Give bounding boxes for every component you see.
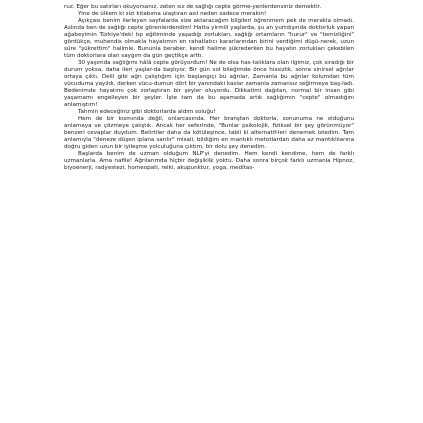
text-column: [64, 4, 354, 420]
paragraph: Tahmin edeceğiniz gibi doktorlarda aldım soluğu!: [78, 109, 216, 115]
paragraph: 30 yaşımda sağlığımı hâlâ cepte görüyordum! Ne de olsa has-talıklara olan ilgimiz, çok sıradığı bir durum yoksa, daha ileri yaşlar-da başlıyor. Bir gün sol bileğimde önce hissizlik, sonra sinirsel ağrılar ortaya çıktı. Delil gibi ağrı çalıştığım için başlangıçı bu ağrılar, Zamanla bu ağrılar kolumdan tüm vücuduma yayıldı, derken vücu-dumun dört bir yanındaki kaslar zamanla zamansız seğirmeye baş-ladı. Bedenimde hayatımı çok zorlaştıran bir şeyler oluyordu. Dikkatimi dağıtan, normal bir insan gibi yaşamamı engelleyen bir şeyler. İşte tam da bu aşamada artık sağlığımın "cepte" olmadığını anlamıştım!: [64, 60, 354, 108]
paragraph: Yine de ülkem ki sizi kitabıma ulaştıran asıl neden sadece merakın!: [78, 11, 267, 17]
paragraph: Hem de bir kısmında değil, onlarcasında. Her branştan doktorla, sonunuma ne olduğunu anlamaya ve çözmeye çalıştık. Ancak her seferinde, "Bunlar psikolojik, fiziksel bir şey görünmüyor" benzeri cevaplar duydum. Belirtiler daha da kötüleşince, tabii ki alternatif-leri denemek istedim. Tam anlamıyla "deneze düşen iplana sarılır" misali, bildiğim en mantıklı metotlardan daha az mantıklılarına doğru giden uzun bir iyileşme yolculuğuna çıktım, bir dolu şey denedim.: [64, 116, 354, 150]
paragraph: ruz. Eğer bu satırları okuyorsanız, zaten sız de sağlığı cepte görme-yenlerdensiniz demektir.: [64, 4, 322, 10]
paragraph: Açıkçası benim ilerleyen sayfalarda size aktaracağım bilgileri öğrenmem pek de merakla olmadı. Aslında ben de sağlığı cepte görenlerdendim! Hatta yirmili yaşlarda, şu an yurtdışında doktorluk yapan ağabeyimin Türkiye'deki tıp eğitiminde yaşadığı zorlukları, sağlığı ortamların "hurur" ve "temizliğini" gördükçe, muhendis olmakla hayatımın en rahatlatıcı kararlarından birini verdiğimi düşü-nerek, uzun süre "şükrettim" halimle. Bununla beraber, kendi halime şükrederken bu hayatın zorlukları çekebilen tüm doktorlara olan saygım da gün geçtikçe arttı.: [64, 18, 354, 59]
paragraph: Başlarda benim de uzman olduğum NLP'yi denedim. Hem kendi kendime, hem de farklı uzmanlarla. Ama nafile! Ağrılarımda hiçbir değişiklik yoktu. Daha sonra birçok farklı uzmanla Hipnoz, biyoenerji, radyestezi, homeopati, reiki, akupunktur, yoga, meditas-: [64, 151, 354, 171]
